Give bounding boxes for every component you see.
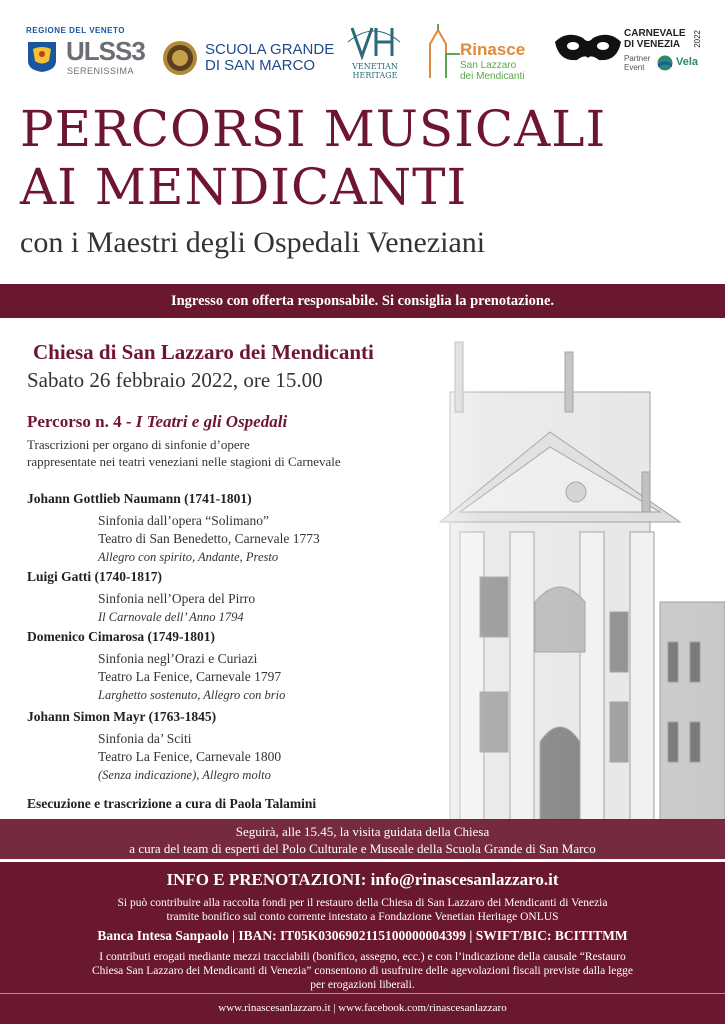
ulss-subtitle: SERENISSIMA: [67, 66, 135, 76]
scuola-line1: SCUOLA GRANDE: [205, 41, 335, 58]
work-venue: Teatro di San Benedetto, Carnevale 1773: [98, 531, 320, 546]
percorso-heading: [27, 412, 287, 432]
work-venue: Teatro La Fenice, Carnevale 1797: [98, 669, 282, 684]
page-subtitle: con i Maestri degli Ospedali Veneziani: [20, 226, 486, 259]
program-item-cimarosa: [98, 650, 285, 704]
partner-line2: Event: [624, 63, 645, 72]
venetian-heritage-text: [347, 62, 403, 80]
description-line2: rappresentate nei teatri veneziani nelle stagioni di Carnevale: [27, 454, 341, 469]
logo-bar: [0, 0, 725, 95]
donation-line1: Si può contribuire alla raccolta fondi per il restauro della Chiesa di San Lazzaro dei Mendicanti di Venezia: [117, 897, 608, 909]
venetian-heritage-monogram-icon: [346, 24, 402, 60]
rinasce-line1: San Lazzaro: [460, 60, 517, 71]
work-title: Sinfonia da’ Sciti: [98, 731, 192, 746]
ulss-logo-text: ULSS3: [66, 36, 145, 66]
footer-divider: [0, 993, 725, 994]
program-item-naumann: [98, 512, 320, 566]
tax-line2: Chiesa San Lazzaro dei Mendicanti di Venezia” consentono di usufruire delle agevolazioni fiscali previste dalla legge: [91, 965, 634, 977]
percorso-label: Percorso n. 4 -: [27, 412, 136, 431]
donation-paragraph: [0, 896, 725, 924]
scuola-grande-logo-text: [205, 42, 334, 74]
vh-line2: HERITAGE: [352, 71, 398, 80]
venue-heading: Chiesa di San Lazzaro dei Mendicanti: [33, 340, 374, 364]
event-date: Sabato 26 febbraio 2022, ore 15.00: [27, 368, 323, 392]
composer-gatti: Luigi Gatti (1740-1817): [27, 569, 162, 584]
tax-paragraph: [0, 950, 725, 992]
program-description: [27, 436, 467, 470]
work-tempo: Larghetto sostenuto, Allegro con brio: [98, 688, 286, 702]
vela-icon: [657, 55, 673, 71]
carnevale-year: 2022: [693, 30, 702, 48]
partner-line1: Partner: [624, 54, 651, 63]
rinasce-title: Rinasce: [460, 40, 526, 59]
work-title: Sinfonia dall’opera “Solimano”: [98, 513, 269, 528]
regione-veneto-label: REGIONE DEL VENETO: [26, 26, 125, 35]
info-footer: [0, 862, 725, 1024]
composer-cimarosa: Domenico Cimarosa (1749-1801): [27, 629, 215, 644]
lion-shield-icon: [27, 41, 57, 73]
tax-line1: I contributi erogati mediante mezzi tracciabili (bonifico, assegno, ecc.) e con l’indicazione della causale “Restauro: [99, 951, 626, 963]
carnival-mask-icon: [553, 28, 623, 72]
entry-banner: Ingresso con offerta responsabile. Si consiglia la prenotazione.: [0, 284, 725, 318]
work-tempo: Allegro con spirito, Andante, Presto: [98, 550, 279, 564]
bank-details: Banca Intesa Sanpaolo | IBAN: IT05K0306902115100000004399 | SWIFT/BIC: BCITITMM: [97, 928, 628, 943]
church-facade-image: [380, 322, 725, 820]
work-venue: Teatro La Fenice, Carnevale 1800: [98, 749, 282, 764]
carnevale-logo-text: [624, 28, 685, 50]
work-tempo: (Senza indicazione), Allegro molto: [98, 768, 271, 782]
work-title: Sinfonia nell’Opera del Pirro: [98, 591, 256, 606]
composer-naumann: Johann Gottlieb Naumann (1741-1801): [27, 491, 252, 506]
donation-line2: tramite bonifico sul conto corrente intestato a Fondazione Venetian Heritage ONLUS: [166, 911, 559, 923]
vh-line1: VENETIAN: [352, 62, 398, 71]
visit-line2: a cura del team di esperti del Polo Culturale e Museale della Scuola Grande di San Marco: [129, 841, 596, 856]
performer-credit: Esecuzione e trascrizione a cura di Paola Talamini: [27, 796, 317, 811]
partner-event-label: [624, 54, 650, 72]
visit-line1: Seguirà, alle 15.45, la visita guidata della Chiesa: [235, 824, 490, 839]
title-line2: AI MENDICANTI: [20, 158, 468, 216]
info-booking-title[interactable]: INFO E PRENOTAZIONI: info@rinascesanlazzaro.it: [166, 870, 559, 889]
work-tempo: Il Carnovale dell’ Anno 1794: [98, 610, 244, 624]
vela-logo-text: Vela: [676, 56, 699, 68]
composer-mayr: Johann Simon Mayr (1763-1845): [27, 709, 217, 724]
description-line1: Trascrizioni per organo di sinfonie d’opere: [27, 437, 250, 452]
guided-visit-banner: [0, 819, 725, 859]
tax-line3: per erogazioni liberali.: [310, 979, 415, 991]
scuola-seal-icon: [162, 40, 198, 76]
page-title: [20, 100, 606, 216]
program-item-gatti: [98, 590, 255, 626]
title-line1: PERCORSI MUSICALI: [20, 100, 607, 158]
rinasce-logo-text: [460, 40, 525, 82]
program-item-mayr: [98, 730, 281, 784]
website-links[interactable]: www.rinascesanlazzaro.it | www.facebook.com/rinascesanlazzaro: [218, 1002, 507, 1014]
percorso-title: I Teatri e gli Ospedali: [135, 412, 288, 431]
rinasce-line2: dei Mendicanti: [460, 71, 525, 82]
work-title: Sinfonia negl’Orazi e Curiazi: [98, 651, 258, 666]
carnevale-line2: DI VENEZIA: [624, 39, 681, 50]
carnevale-line1: CARNEVALE: [624, 28, 686, 39]
scuola-line2: DI SAN MARCO: [205, 57, 316, 74]
